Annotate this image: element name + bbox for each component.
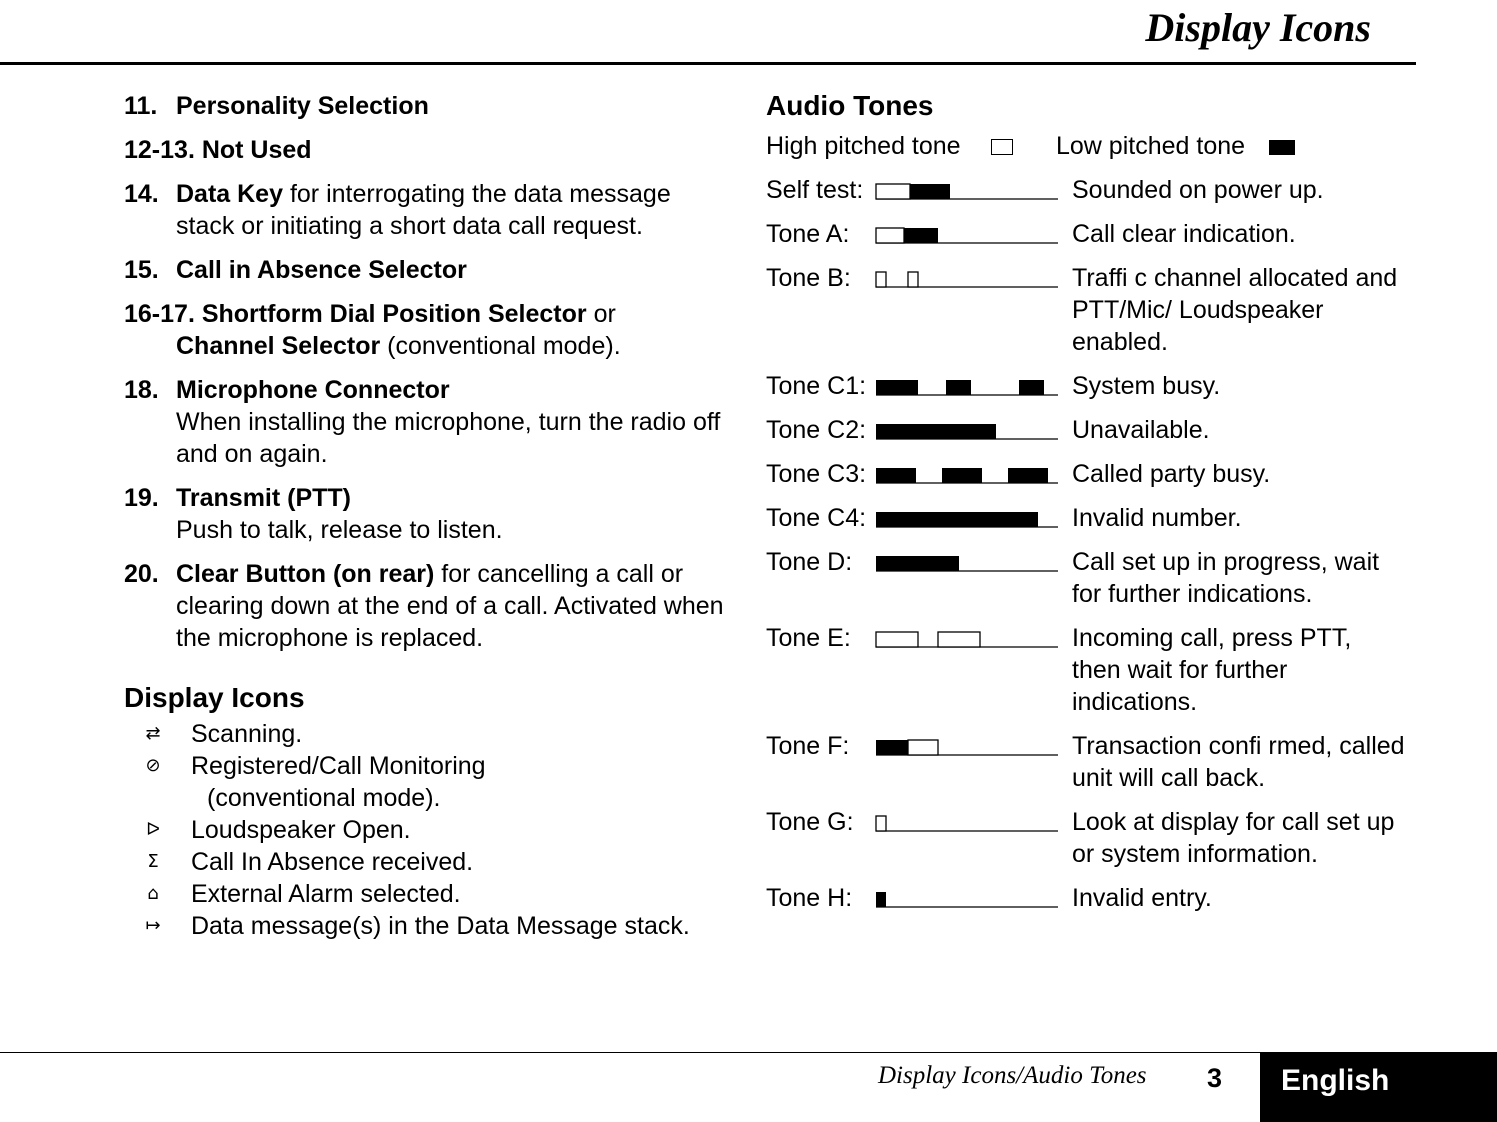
low-tone-segment <box>946 380 971 395</box>
list-item-16-17 <box>124 298 734 362</box>
audio-tones-heading: Audio Tones <box>766 90 934 121</box>
low-pitch-box <box>1269 140 1295 155</box>
tone-name: Tone A: <box>766 220 850 248</box>
tone-description: Look at display for call set up or system information. <box>1072 808 1395 868</box>
tone-row <box>766 546 1406 610</box>
language-tab <box>1260 1052 1497 1122</box>
item-number: 18. <box>124 376 159 404</box>
loudspeaker-icon: ᐅ <box>146 819 160 840</box>
tone-name: Tone E: <box>766 624 851 652</box>
tone-pattern <box>872 808 1064 838</box>
low-tone-segment <box>876 740 908 755</box>
item-title: Microphone Connector <box>176 376 450 404</box>
right-column <box>766 90 1406 926</box>
language-label: English <box>1281 1064 1390 1097</box>
item-title: 12-13. Not Used <box>124 136 312 164</box>
tone-name: Tone C4: <box>766 504 867 532</box>
tone-pattern <box>872 732 1064 762</box>
tone-row <box>766 174 1406 206</box>
low-tone-segment <box>1008 468 1048 483</box>
item-text: Push to talk, release to listen. <box>176 516 503 544</box>
icon-row-loudspeaker <box>124 814 734 846</box>
tone-pattern <box>872 416 1064 446</box>
low-tone-segment <box>876 512 1038 527</box>
tone-name: Tone C2: <box>766 416 867 444</box>
item-number: 11. <box>124 92 158 120</box>
tone-row <box>766 458 1406 490</box>
tone-description: Invalid number. <box>1072 504 1242 532</box>
tone-row <box>766 262 1406 358</box>
icon-description: External Alarm selected. <box>191 880 461 908</box>
tone-pattern <box>872 884 1064 914</box>
alarm-bell-icon: ⌂ <box>147 883 159 904</box>
high-tone-segment <box>876 228 904 243</box>
tone-name: Tone H: <box>766 884 853 912</box>
tone-row <box>766 806 1406 870</box>
tone-pattern <box>872 548 1064 578</box>
tone-description: Invalid entry. <box>1072 884 1212 912</box>
tone-description: System busy. <box>1072 372 1221 400</box>
item-title: Transmit (PTT) <box>176 484 352 512</box>
low-tone-segment <box>910 184 950 199</box>
tone-pattern <box>872 624 1064 654</box>
tone-pattern <box>872 504 1064 534</box>
tone-name: Tone G: <box>766 808 854 836</box>
icon-row-alarm <box>124 878 734 910</box>
scanning-icon: ⇄ <box>145 723 161 744</box>
item-text: for interrogating the data message stack or initiating a short data call request. <box>176 180 671 240</box>
low-tone-segment <box>876 380 918 395</box>
list-item-15 <box>124 254 734 286</box>
tone-row <box>766 882 1406 914</box>
tone-pattern <box>872 372 1064 402</box>
item-title: Call in Absence Selector <box>176 256 467 284</box>
low-tone-segment <box>876 468 916 483</box>
low-tone-segment <box>1019 380 1044 395</box>
low-pitch-label: Low pitched tone <box>1056 132 1246 160</box>
tone-row <box>766 414 1406 446</box>
tone-pattern <box>872 220 1064 250</box>
item-title-2: Channel Selector <box>176 332 381 360</box>
page-header-title: Display Icons <box>1145 5 1371 50</box>
tone-row <box>766 622 1406 718</box>
tone-pattern <box>872 264 1064 294</box>
tone-description: Call set up in progress, wait for further indications. <box>1072 548 1380 608</box>
item-title: Shortform Dial Position Selector <box>201 300 587 328</box>
icon-row-call-in-absence <box>124 846 734 878</box>
icon-row-data-message <box>124 910 734 942</box>
low-tone-segment <box>876 892 886 907</box>
item-title: Personality Selection <box>176 92 429 120</box>
tone-list <box>766 174 1406 914</box>
high-tone-segment <box>908 272 918 287</box>
item-title: Clear Button (on rear) <box>176 560 435 588</box>
tone-pattern <box>872 176 1064 206</box>
tone-description: Unavailable. <box>1072 416 1210 444</box>
tone-row <box>766 502 1406 534</box>
item-number: 14. <box>124 180 159 208</box>
tone-name: Tone B: <box>766 264 851 292</box>
low-tone-segment <box>904 228 938 243</box>
icon-description: Scanning. <box>191 720 303 748</box>
item-text-2: (conventional mode). <box>380 332 621 360</box>
high-pitch-box <box>991 139 1013 155</box>
item-text: When installing the microphone, turn the radio off and on again. <box>176 408 721 468</box>
list-item-19 <box>124 482 734 546</box>
item-text: or <box>586 300 616 328</box>
pitch-legend <box>766 130 1406 162</box>
header-rule <box>0 62 1416 65</box>
tone-name: Tone F: <box>766 732 850 760</box>
item-number: 16-17. <box>124 300 195 328</box>
left-column <box>124 90 734 942</box>
high-tone-segment <box>908 740 938 755</box>
icon-description-cont: (conventional mode). <box>207 784 441 812</box>
tone-name: Tone C3: <box>766 460 867 488</box>
tone-row <box>766 370 1406 402</box>
tone-description: Traffi c channel allocated and PTT/Mic/ Loudspeaker enabled. <box>1072 264 1398 356</box>
list-item-14 <box>124 178 734 242</box>
icon-description: Call In Absence received. <box>191 848 474 876</box>
high-tone-segment <box>938 632 980 647</box>
icon-description: Data message(s) in the Data Message stack. <box>191 912 690 940</box>
high-tone-segment <box>876 816 886 831</box>
low-tone-segment <box>942 468 982 483</box>
tone-description: Transaction confi rmed, called unit will call back. <box>1072 732 1405 792</box>
data-message-icon: ↦ <box>145 915 161 936</box>
tone-description: Sounded on power up. <box>1072 176 1324 204</box>
tone-pattern <box>872 460 1064 490</box>
item-number: 19. <box>124 484 159 512</box>
high-tone-segment <box>876 632 918 647</box>
list-item-12-13 <box>124 134 734 166</box>
icon-description: Loudspeaker Open. <box>191 816 411 844</box>
high-tone-segment <box>876 184 910 199</box>
icon-row-scanning <box>124 718 734 750</box>
high-tone-segment <box>876 272 886 287</box>
item-title: Data Key <box>176 180 283 208</box>
icon-description: Registered/Call Monitoring <box>191 752 486 780</box>
footer-rule <box>0 1052 1260 1053</box>
list-item-18 <box>124 374 734 470</box>
list-item-20 <box>124 558 734 654</box>
item-number: 15. <box>124 256 159 284</box>
tone-name: Self test: <box>766 176 864 204</box>
low-tone-segment <box>876 424 996 439</box>
low-tone-segment <box>876 556 959 571</box>
call-in-absence-icon: Σ <box>147 851 159 872</box>
tone-name: Tone C1: <box>766 372 867 400</box>
registered-icon: ⊘ <box>145 755 161 776</box>
item-text: for cancelling a call or clearing down at the end of a call. Activated when the microphone is replaced. <box>176 560 724 652</box>
tone-description: Incoming call, press PTT, then wait for further indications. <box>1072 624 1352 716</box>
item-number: 20. <box>124 560 159 588</box>
page-number: 3 <box>1207 1063 1223 1093</box>
tone-row <box>766 218 1406 250</box>
list-item-11 <box>124 90 734 122</box>
tone-row <box>766 730 1406 794</box>
icon-row-registered <box>124 750 734 814</box>
tone-description: Called party busy. <box>1072 460 1271 488</box>
display-icons-heading: Display Icons <box>124 682 305 713</box>
footer-section-title: Display Icons/Audio Tones <box>878 1062 1147 1089</box>
high-pitch-label: High pitched tone <box>766 132 961 160</box>
tone-description: Call clear indication. <box>1072 220 1296 248</box>
tone-name: Tone D: <box>766 548 853 576</box>
